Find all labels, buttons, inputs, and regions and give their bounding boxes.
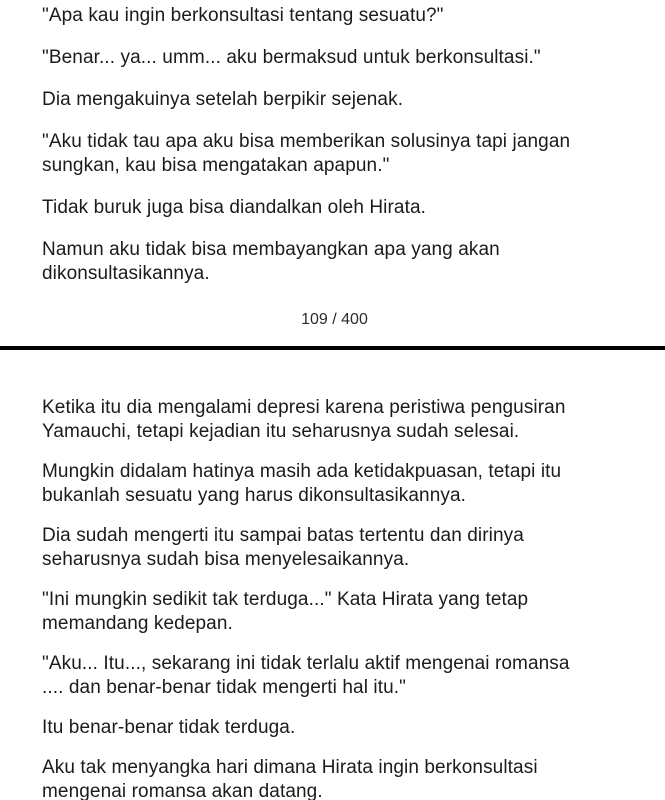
text-line: mengenai romansa akan datang. bbox=[42, 781, 323, 800]
text-line: Tidak buruk juga bisa diandalkan oleh Hirata. bbox=[42, 197, 427, 218]
paragraph bbox=[42, 460, 627, 508]
text-line: Dia mengakuinya setelah berpikir sejenak. bbox=[42, 89, 404, 110]
text-line: seharusnya sudah bisa menyelesaikannya. bbox=[42, 549, 410, 570]
page-current-text bbox=[42, 4, 627, 286]
text-line: memandang kedepan. bbox=[42, 613, 233, 634]
text-line: sungkan, kau bisa mengatakan apapun." bbox=[42, 155, 390, 176]
page-indicator: 109 / 400 bbox=[301, 311, 368, 328]
paragraph bbox=[42, 524, 627, 572]
text-line: Aku tak menyangka hari dimana Hirata ingin berkonsultasi bbox=[42, 757, 538, 778]
text-line: dikonsultasikannya. bbox=[42, 263, 210, 284]
text-line: "Apa kau ingin berkonsultasi tentang sesuatu?" bbox=[42, 5, 444, 26]
text-line: "Benar... ya... umm... aku bermaksud untuk berkonsultasi." bbox=[42, 47, 541, 68]
text-line: "Aku... Itu..., sekarang ini tidak terlalu aktif mengenai romansa bbox=[42, 653, 570, 674]
paragraph bbox=[42, 4, 627, 28]
paragraph bbox=[42, 588, 627, 636]
paragraph bbox=[42, 396, 627, 444]
paragraph bbox=[42, 46, 627, 70]
paragraph bbox=[42, 756, 627, 800]
page-next bbox=[0, 350, 665, 800]
paragraph bbox=[42, 88, 627, 112]
text-line: bukanlah sesuatu yang harus dikonsultasikannya. bbox=[42, 485, 467, 506]
text-line: Dia sudah mengerti itu sampai batas tertentu dan dirinya bbox=[42, 525, 524, 546]
paragraph bbox=[42, 196, 627, 220]
page-current bbox=[0, 0, 665, 330]
page-next-text bbox=[42, 396, 627, 800]
text-line: Yamauchi, tetapi kejadian itu seharusnya sudah selesai. bbox=[42, 421, 520, 442]
text-line: .... dan benar-benar tidak mengerti hal itu." bbox=[42, 677, 407, 698]
text-line: "Aku tidak tau apa aku bisa memberikan solusinya tapi jangan bbox=[42, 131, 571, 152]
text-line: Mungkin didalam hatinya masih ada ketidakpuasan, tetapi itu bbox=[42, 461, 562, 482]
text-line: Namun aku tidak bisa membayangkan apa yang akan bbox=[42, 239, 500, 260]
paragraph bbox=[42, 130, 627, 178]
text-line: Itu benar-benar tidak terduga. bbox=[42, 717, 296, 738]
paragraph bbox=[42, 238, 627, 286]
text-line: "Ini mungkin sedikit tak terduga..." Kata Hirata yang tetap bbox=[42, 589, 529, 610]
paragraph bbox=[42, 716, 627, 740]
paragraph bbox=[42, 652, 627, 700]
text-line: Ketika itu dia mengalami depresi karena peristiwa pengusiran bbox=[42, 397, 566, 418]
